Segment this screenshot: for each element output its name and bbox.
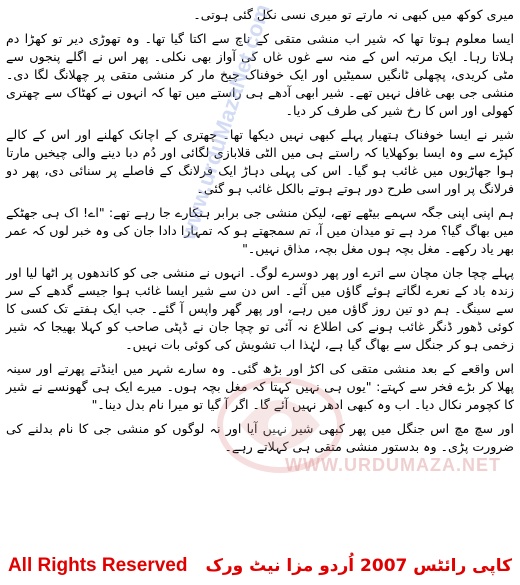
site-watermark: www.urduMazaNet.com — [175, 0, 275, 243]
paragraph-2: ایسا معلوم ہوتا تھا کہ شیر اب منشی متقی کے ناچ سے اکتا گیا تھا۔ وہ تھوڑی دیر تو کھڑا دم ہلاتا رہا۔ ایک مرتبہ اس کے منہ سے غوں غاں کی آواز بھی نکلی۔ پھر اس نے اگلے پنجوں سے مٹی کریدی، پچھلی ٹانگیں سمیٹیں اور ایک خوفناک چیخ مار کر منشی متقی پر چھلانگ لگا دی۔ منشی جی بھی غافل نہیں تھے۔ شیر ابھی آدھے ہی راستے میں تھا کہ انہوں نے کھٹاک سے چھتری کھولی اور اس کا رخ شیر کی طرف کر دیا۔ — [6, 31, 514, 118]
paragraph-3: شیر نے ایسا خوفناک ہتھیار پہلے کبھی نہیں دیکھا تھا۔ چھتری کے اچانک کھلنے اور اس کے کالے کپڑے سے وہ ایسا بوکھلایا کہ راستے ہی میں الٹی قلابازی لگائی اور دُم دبا دینے والی چیخیں مارتا ہوا جھاڑیوں میں غائب ہو گیا۔ اس کی پہلی دہاڑ ایک فرلانگ کے فاصلے پر سنائی دی، پھر دو فرلانگ پر اور اسی طرح دور ہوتے ہوتے بالکل غائب ہو گئی۔ — [6, 127, 514, 196]
site-watermark-footer: WWW.URDUMAZA.NET — [285, 455, 501, 475]
story-text — [6, 6, 514, 462]
rights-reserved-text: All Rights Reserved — [7, 555, 188, 576]
paragraph-6: اس واقعے کے بعد منشی متقی کی اکڑ اور بڑھ گئی۔ وہ سارے شہر میں اینڈتے پھرتے اور سینہ پھلا کر بڑے فخر سے کہتے: "یوں ہی نہیں کہتا کہ مغل بچہ ہوں۔ میرے ایک ہی گھونسے نے شیر کا کچومر نکال دیا۔ اب وہ کبھی ادھر نہیں آئے گا۔ اگر آ گیا تو میرا نام بدل دینا۔" — [6, 361, 514, 412]
paragraph-5: پہلے چچا جان مچان سے اترے اور پھر دوسرے لوگ۔ انہوں نے منشی جی کو کاندھوں پر اٹھا لیا اور زندہ باد کے نعرے لگاتے ہوئے گاؤں میں آئے۔ اس دن سے شیر ایسا غائب ہوا جیسے گدھے کے سر سے سینگ۔ ہم دو تین روز گاؤں میں رہے، اور پھر گھر واپس آ گئے۔ جب ایک ہفتے تک کسی کا کوئی ڈھور ڈنگر غائب ہونے کی اطلاع نہ آئی تو چچا جان نے ڈپٹی صاحب کو کہلا بھیجا کہ شیر زخمی ہو کر جنگل سے بھاگ گیا ہے، لہٰذا اب تشویش کی کوئی بات نہیں۔ — [6, 265, 514, 352]
paragraph-7: اور سچ مچ اس جنگل میں پھر کبھی شیر نہیں آیا اور نہ لوگوں کو منشی جی کا نام بدلنے کی ضرورت پڑی۔ وہ بدستور منشی متقی ہی کہلاتے رہے۔ — [6, 421, 514, 454]
copyright-urdu-text: کاپی رائٹس 2007 اُردو مزا نیٹ ورک — [205, 556, 513, 576]
copyright-footer — [0, 552, 520, 580]
paragraph-1: میری کوکھ میں کبھی نہ مارتے تو میری نسی نکل گئی ہوتی۔ — [193, 7, 514, 22]
paragraph-4: ہم اپنی اپنی جگہ سہمے بیٹھے تھے، لیکن منشی جی برابر ہنکارے جا رہے تھے: "اے! اک ہی جھٹکے میں بھاگ گیا؟ مرد ہے تو میدان میں آ، تم سمجھتے ہو کہ تمہارا دادا جان کی وہ خبر لوں کہ عمر بھر یاد رکھے۔ مغل بچہ ہوں مغل بچہ، مذاق نہیں۔" — [6, 205, 514, 256]
